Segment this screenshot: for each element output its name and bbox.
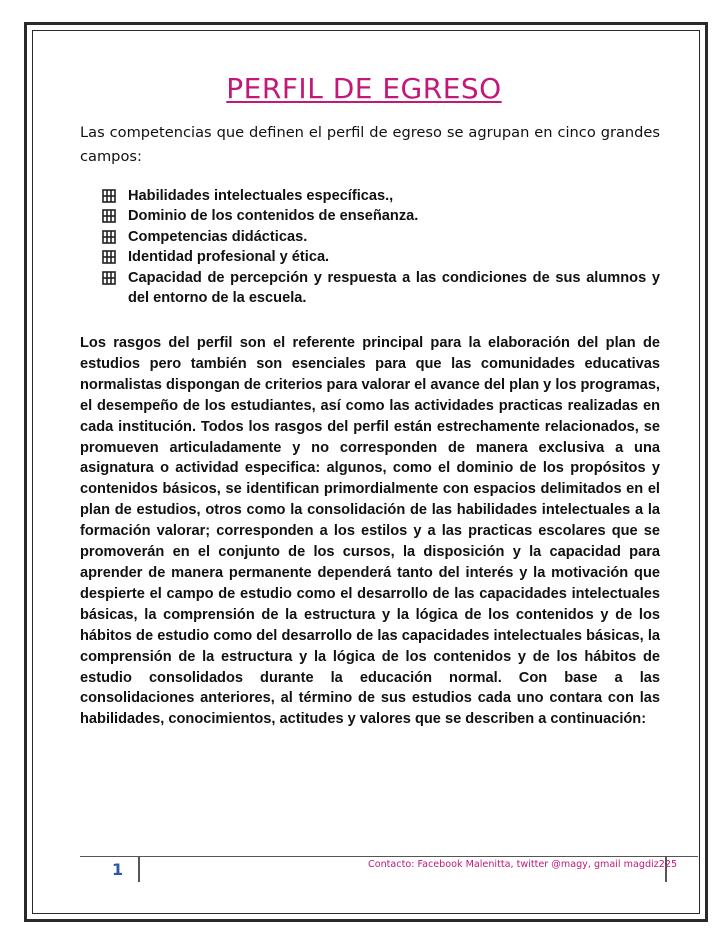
list-item-text: Dominio de los contenidos de enseñanza. [128, 208, 419, 225]
list-item-text: Habilidades intelectuales específicas., [128, 188, 394, 204]
list-item [104, 186, 660, 206]
grid-square-bullet-icon [102, 189, 116, 203]
intro-paragraph: Las competencias que definen el perfil de egreso se agrupan en cinco grandes campos: [80, 124, 660, 165]
page-number: 1 [112, 860, 124, 879]
list-item [104, 247, 660, 267]
grid-square-bullet-icon [102, 271, 116, 285]
list-item [104, 227, 660, 247]
list-item [104, 268, 660, 309]
grid-square-bullet-icon [102, 230, 116, 244]
footer-contact: Contacto: Facebook Malenitta, twitter @magy, gmail magdiz225 [368, 859, 678, 870]
grid-square-bullet-icon [102, 250, 116, 264]
list-item-text: Competencias didácticas. [128, 228, 308, 245]
footer-divider [80, 856, 698, 857]
footer-divider-tick [138, 856, 140, 882]
list-item [104, 206, 660, 226]
list-item-text: Identidad profesional y ética. [128, 249, 330, 266]
page-title: PERFIL DE EGRESO [226, 72, 502, 105]
grid-square-bullet-icon [102, 209, 116, 223]
list-item-text: Capacidad de percepción y respuesta a las condiciones de sus alumnos y del entorno de la escuela. [128, 269, 660, 307]
competency-fields-list [104, 186, 660, 308]
body-paragraph: Los rasgos del perfil son el referente principal para la elaboración del plan de estudios pero también son esenciales para que las comunidades educativas normalistas dispongan de criterios para valorar el avance del plan y los programas, el desempeño de los estudiantes, así como las actividades practicas realizadas en cada institución. Todos los rasgos del perfil están estrechamente relacionados, se promueven articuladamente y no corresponden de manera exclusiva a una asignatura o actividad especifica: algunos, como el dominio de los propósitos y contenidos básicos, se identifican primordialmente con espacios delimitados en el plan de estudios, otros como la consolidación de las habilidades intelectuales a la formación valorar; corresponden a los estilos y a las practicas escolares que se promoverán en el conjunto de los cursos, la disposición y la capacidad para aprender de manera permanente dependerá tanto del interés y la motivación que despierte el campo de estudio como el desarrollo de las capacidades intelectuales básicas, la comprensión de la estructura y la lógica de los contenidos y de los hábitos de estudio como del desarrollo de las capacidades intelectuales básicas, la comprensión de la estructura y la lógica de los contenidos y de los hábitos de estudio consolidados durante la educación normal. Con base a las consolidaciones anteriores, al término de sus estudios cada uno contara con las habilidades, conocimientos, actitudes y valores que se describen a continuación: [80, 335, 660, 728]
